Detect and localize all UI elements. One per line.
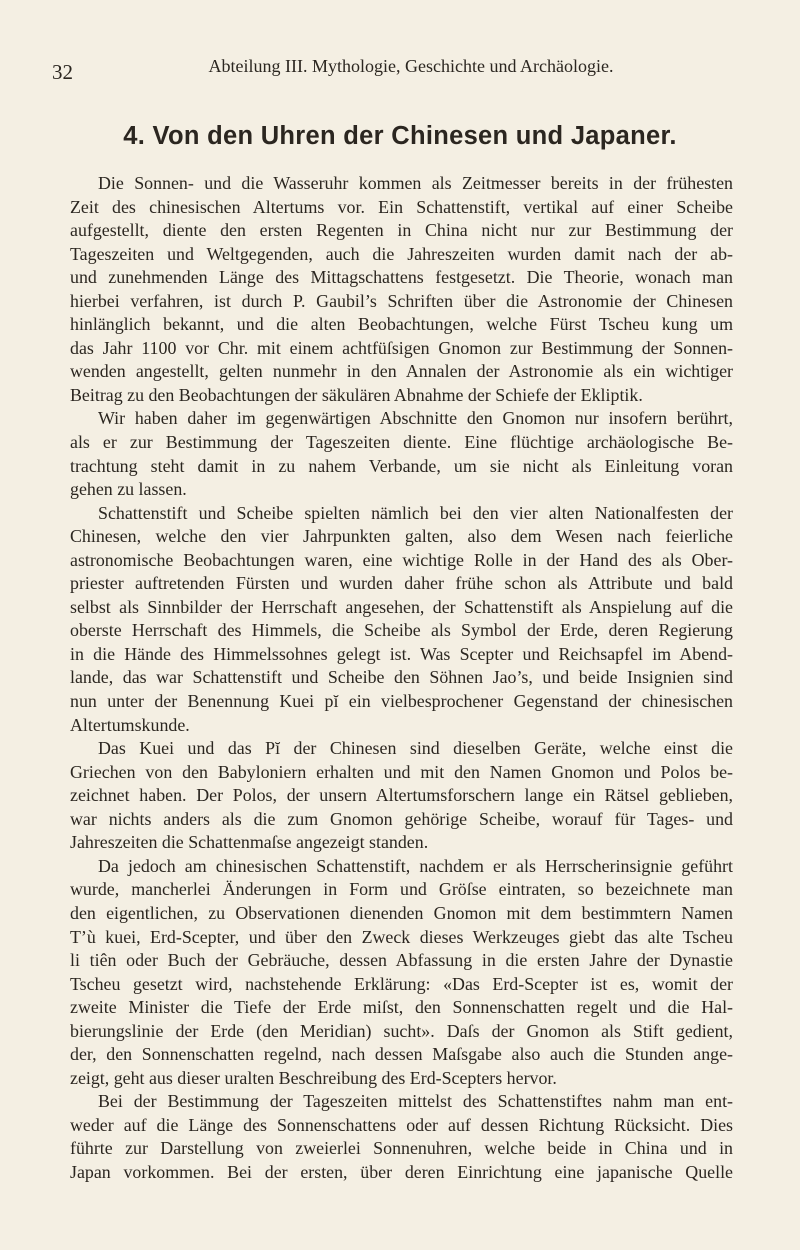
text-line: bierungslinie der Erde (den Meridian) sucht». Daſs der Gnomon als Stift gedient, (70, 1020, 733, 1041)
text-line: den eigentlichen, zu Observationen dienenden Gnomon mit dem bestimmtern Namen (70, 902, 733, 923)
text-line: trachtung steht damit in zu nahem Verbande, um sie nicht als Einleitung voran (70, 455, 733, 476)
text-line: Wir haben daher im gegenwärtigen Abschnitte den Gnomon nur insofern berührt, (98, 408, 733, 429)
text-line: Das Kuei und das Pĭ der Chinesen sind dieselben Geräte, welche einst die (98, 738, 733, 759)
text-line: führte zur Darstellung von zweierlei Sonnenuhren, welche beide in China und in (70, 1138, 733, 1159)
text-line: hinlänglich bekannt, und die alten Beobachtungen, welche Fürst Tscheu kung um (70, 314, 733, 335)
text-line: Japan vorkommen. Bei der ersten, über deren Einrichtung eine japanische Quelle (70, 1161, 733, 1182)
text-line: hierbei verfahren, ist durch P. Gaubil’s Schriften über die Astronomie der Chinesen (70, 290, 733, 311)
text-line: lande, das war Schattenstift und Scheibe den Söhnen Jao’s, und beide Insignien sind (70, 667, 733, 688)
text-line: aufgestellt, diente den ersten Regenten in China nicht nur zur Bestimmung der (70, 220, 733, 241)
text-line: zeigt, geht aus dieser uralten Beschreibung des Erd-Scepters hervor. (70, 1067, 557, 1088)
text-line: und zunehmenden Länge des Mittagschattens festgesetzt. Die Theorie, wonach man (70, 267, 733, 288)
paragraph (70, 407, 733, 501)
text-line: Tscheu gesetzt wird, nachstehende Erklärung: «Das Erd-Scepter ist es, womit der (70, 973, 733, 994)
text-line: Zeit des chinesischen Altertums vor. Ein Schattenstift, vertikal auf einer Scheibe (70, 196, 733, 217)
text-line: oberste Herrschaft des Himmels, die Scheibe als Symbol der Erde, deren Regierung (70, 620, 733, 641)
text-line: Bei der Bestimmung der Tageszeiten mittelst des Schattenstiftes nahm man ent- (98, 1091, 733, 1112)
text-line: der, den Sonnenschatten regelnd, nach dessen Maſsgabe also auch die Stunden ange- (70, 1044, 733, 1065)
text-line: Da jedoch am chinesischen Schattenstift, nachdem er als Herrscherinsignie geführt (98, 855, 733, 876)
text-line: das Jahr 1100 vor Chr. mit einem achtfüſsigen Gnomon zur Bestimmung der Sonnen- (70, 337, 733, 358)
text-line: astronomische Beobachtungen waren, eine wichtige Rolle in der Hand des als Ober- (70, 549, 733, 570)
text-line: Altertumskunde. (70, 714, 190, 735)
text-line: war nichts anders als die zum Gnomon gehörige Scheibe, worauf für Tages- und (70, 808, 733, 829)
text-line: Chinesen, welche den vier Jahrpunkten galten, also dem Wesen nach feierliche (70, 526, 733, 547)
body-text (70, 172, 733, 1185)
text-line: zeichnet haben. Der Polos, der unsern Altertumsforschern lange ein Rätsel geblieben, (70, 785, 733, 806)
text-line: li tiên oder Buch der Gebräuche, dessen Abfassung in die ersten Jahre der Dynastie (70, 950, 733, 971)
text-line: selbst als Sinnbilder der Herrschaft angesehen, der Schattenstift als Anspielung auf die (70, 596, 733, 617)
text-line: in die Hände des Himmelssohnes gelegt ist. Was Scepter und Reichsapfel im Abend- (70, 643, 733, 664)
text-line: weder auf die Länge des Sonnenschattens oder auf dessen Richtung Rücksicht. Dies (70, 1114, 733, 1135)
chapter-title: 4. Von den Uhren der Chinesen und Japaner. (123, 122, 677, 150)
page-number: 32 (52, 60, 73, 84)
paragraph (70, 1090, 733, 1184)
paragraph (70, 855, 733, 1090)
text-line: T’ù kuei, Erd-Scepter, und über den Zweck dieses Werkzeuges giebt das alte Tscheu (70, 926, 733, 947)
text-line: Beitrag zu den Beobachtungen der säkulären Abnahme der Schiefe der Ekliptik. (70, 384, 643, 405)
paragraph (70, 737, 733, 855)
text-line: Die Sonnen- und die Wasseruhr kommen als Zeitmesser bereits in der frühesten (98, 173, 733, 193)
text-line: wurde, mancherlei Änderungen in Form und Gröſse eintraten, so bezeichnete man (70, 879, 733, 900)
text-line: Jahreszeiten die Schattenmaſse angezeigt standen. (70, 832, 429, 853)
text-line: nun unter der Benennung Kuei pĭ ein vielbesprochener Gegenstand der chinesischen (70, 691, 733, 712)
running-title: Abteilung III. Mythologie, Geschichte und Archäologie. (208, 56, 614, 76)
text-line: priester auftretenden Fürsten und wurden daher frühe schon als Attribute und bald (70, 573, 733, 594)
paragraph (70, 502, 733, 737)
running-head (52, 56, 730, 86)
text-line: zweite Minister die Tiefe der Erde miſst, den Sonnenschatten regelt und die Hal- (70, 997, 733, 1018)
text-line: als er zur Bestimmung der Tageszeiten diente. Eine flüchtige archäologische Be- (70, 432, 733, 453)
text-line: gehen zu lassen. (70, 479, 187, 500)
paragraph (70, 172, 733, 407)
text-line: Griechen von den Babyloniern erhalten und mit den Namen Gnomon und Polos be- (70, 761, 733, 782)
text-line: wenden angestellt, gelten nunmehr in den Annalen der Astronomie als ein wichtiger (70, 361, 733, 382)
text-line: Schattenstift und Scheibe spielten nämlich bei den vier alten Nationalfesten der (98, 502, 733, 523)
text-line: Tageszeiten und Weltgegenden, auch die Jahreszeiten wurden damit nach der ab- (70, 243, 733, 264)
